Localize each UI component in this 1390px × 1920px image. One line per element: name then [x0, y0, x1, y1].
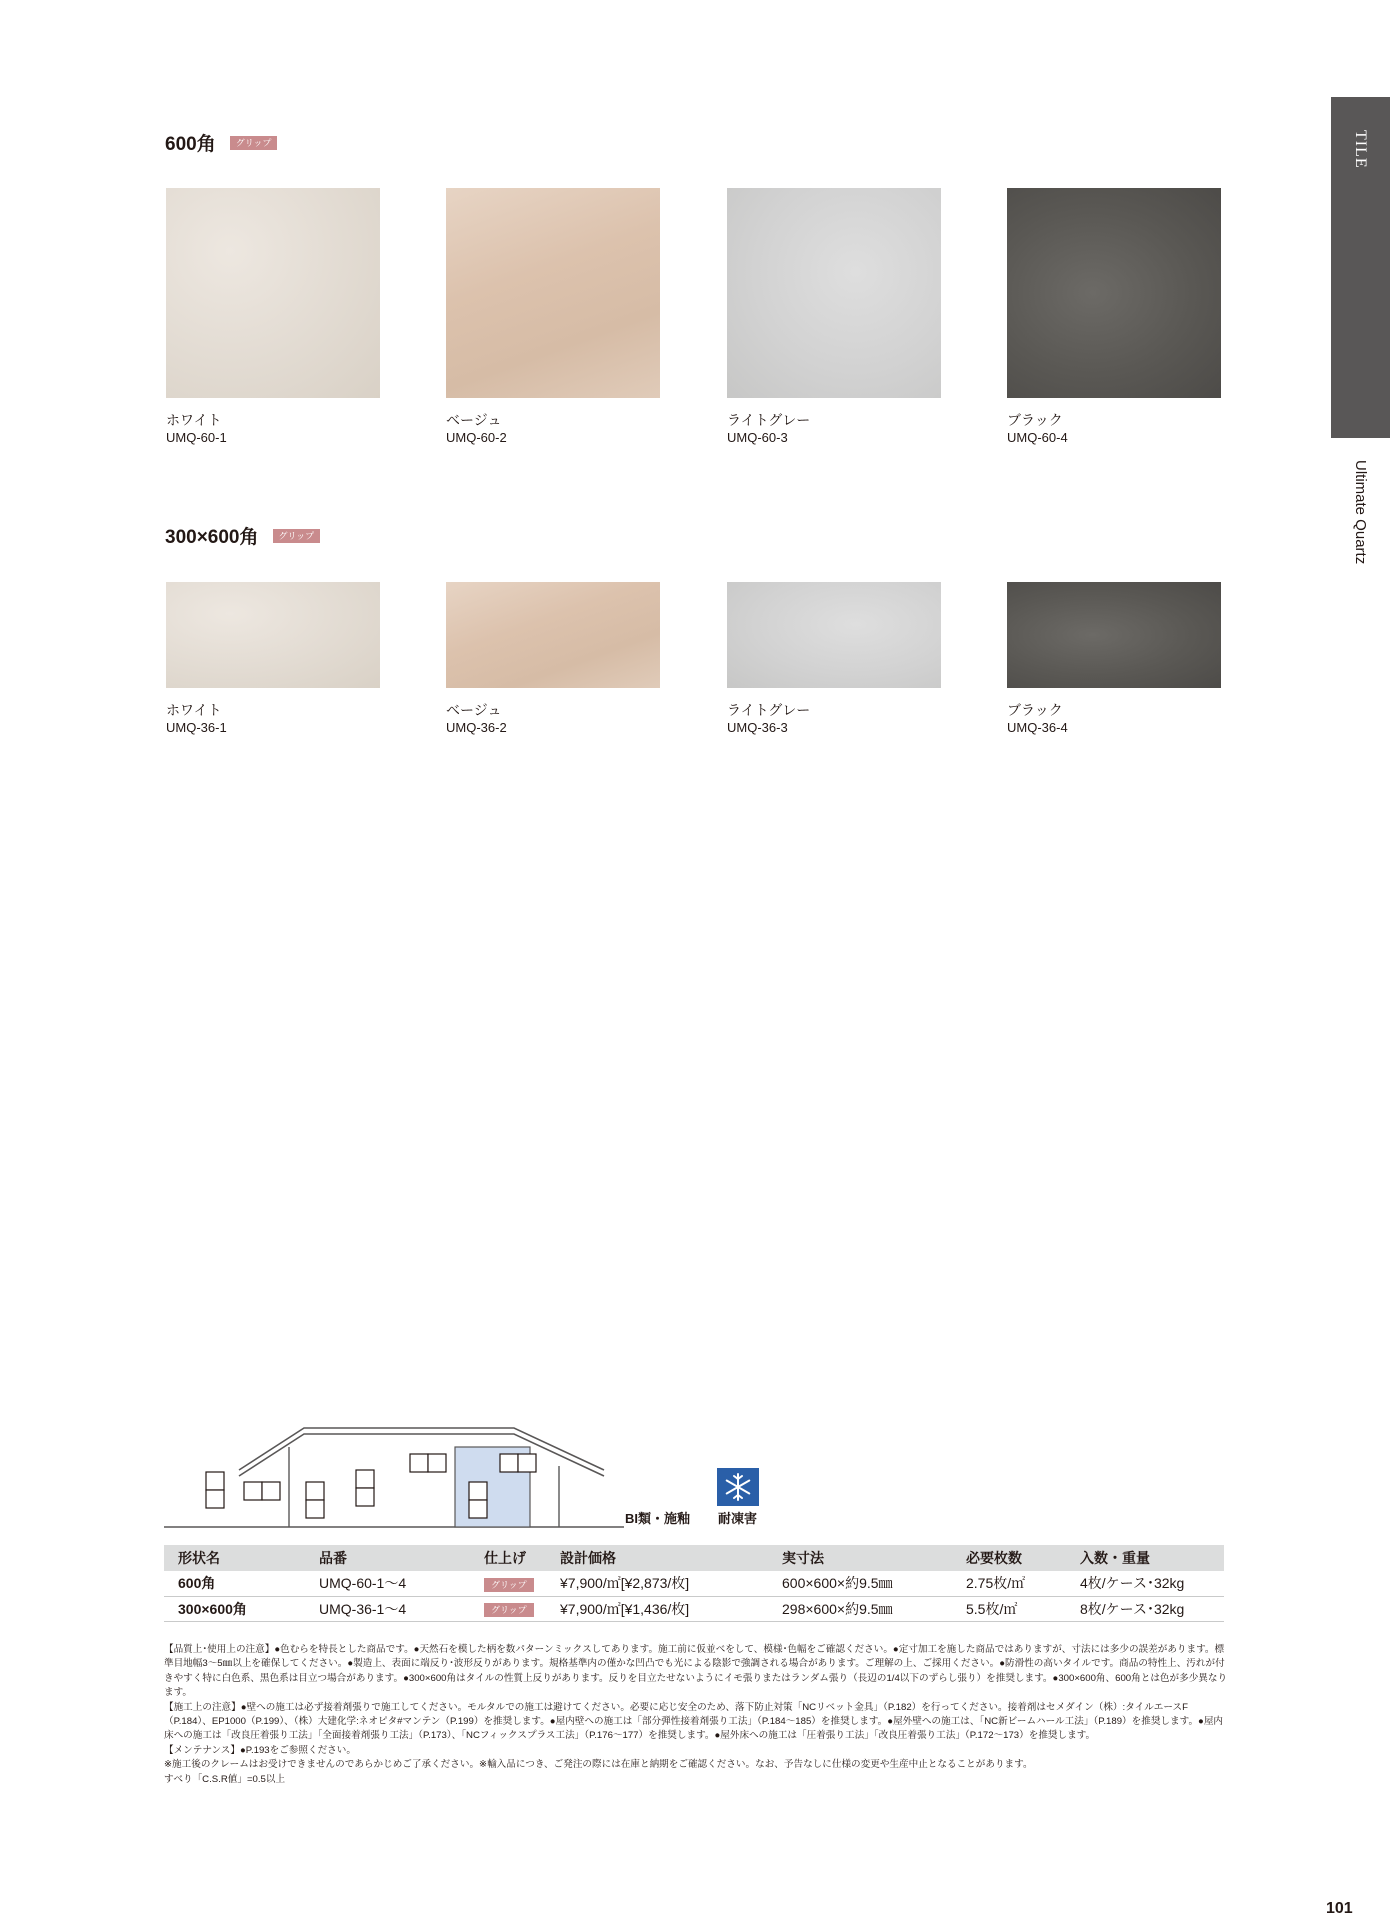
tile-umq-36-4[interactable]: [1007, 582, 1221, 737]
tile-name: ホワイト: [166, 412, 222, 428]
tile-swatch-beige: [446, 188, 660, 398]
usage-area-diagram: [164, 1420, 624, 1528]
tile-swatch-light-gray: [727, 188, 941, 398]
col-header: 実寸法: [768, 1545, 952, 1571]
tile-umq-60-2[interactable]: [446, 188, 660, 447]
tile-umq-36-2[interactable]: [446, 582, 660, 737]
tile-name: ベージュ: [446, 412, 502, 428]
table-row: [164, 1571, 1224, 1596]
tile-umq-36-3[interactable]: [727, 582, 941, 737]
tile-swatch-black: [1007, 188, 1221, 398]
spec-table: [164, 1545, 1224, 1622]
size-cell: 600×600×約9.5㎜: [768, 1571, 952, 1596]
tile-umq-60-4[interactable]: [1007, 188, 1221, 447]
note-maintenance: 【メンテナンス】●P.193をご参照ください。: [164, 1744, 356, 1756]
section-300x600-heading: [165, 522, 320, 549]
grip-badge: グリップ: [273, 529, 321, 543]
col-header: 設計価格: [546, 1545, 768, 1571]
qty-cell: 2.75枚/㎡: [952, 1571, 1066, 1596]
code-cell: UMQ-60-1～4: [305, 1571, 470, 1596]
grip-badge: グリップ: [484, 1603, 534, 1617]
table-row: [164, 1596, 1224, 1621]
tile-umq-60-3[interactable]: [727, 188, 941, 447]
tile-code: UMQ-60-3: [727, 430, 788, 445]
tile-code: UMQ-60-4: [1007, 430, 1068, 445]
section-title: 600角: [165, 134, 216, 155]
tile-name: ブラック: [1007, 702, 1063, 718]
tile-umq-36-1[interactable]: [166, 582, 380, 737]
note-installation: 【施工上の注意】●壁への施工は必ず接着剤張りで施工してください。モルタルでの施工は避けてください。必要に応じ安全のため、落下防止対策「NCリベット金具」（P.182）を行ってください。接着剤はセメダイン（株）:タイルエースF（P.184）、EP1000（P.199）、（株）大建化学:ネオピタ#マンテン（P.199）を推奨します。●屋内壁への施工は「部分弾性接着剤張り工法」（P.184～185）を推奨します。●屋外壁への施工は、「NC新ビームハール工法」（P.189）を推奨します。●屋内床への施工は「改良圧着張り工法」「全面接着剤張り工法」（P.173）、「NCフィックスプラス工法」（P.176～177）を推奨します。●屋外床への施工は「圧着張り工法」「改良圧着張り工法」（P.172～173）を推奨します。: [164, 1701, 1224, 1742]
tile-name: ライトグレー: [727, 412, 811, 428]
pack-cell: 8枚/ケース･32kg: [1066, 1596, 1224, 1621]
tile-code: UMQ-60-2: [446, 430, 507, 445]
note-slip: すべり「C.S.R値」=0.5以上: [164, 1773, 286, 1785]
tile-swatch-white: [166, 188, 380, 398]
tile-name: ブラック: [1007, 412, 1063, 428]
tile-name: ライトグレー: [727, 702, 811, 718]
note-quality: 【品質上･使用上の注意】●色むらを特長とした商品です。●天然石を模した柄を数パターンミックスしてあります。施工前に仮並べをして、模様･色幅をご確認ください。●定寸加工を施した商品ではありますが、寸法には多少の誤差があります。標準目地幅3～5㎜以上を確保してください。●製造上、表面に端反り･波形反りがあります。規格基準内の僅かな凹凸でも光による陰影で強調される場合があります。ご理解の上、ご採用ください。●防滑性の高いタイルです。商品の特性上、汚れが付きやすく特に白色系、黒色系は目立つ場合があります。●300×600角はタイルの性質上反りがあります。反りを目立たせないようにイモ張りまたはランダム張り（長辺の1/4以下のずらし張り）を推奨します。●300×600角、600角とは色が多少異なります。: [164, 1644, 1228, 1699]
tile-code: UMQ-36-2: [446, 720, 507, 735]
finish-cell: [470, 1571, 546, 1596]
col-header: 形状名: [164, 1545, 305, 1571]
tile-code: UMQ-36-1: [166, 720, 227, 735]
col-header: 必要枚数: [952, 1545, 1066, 1571]
tile-code: UMQ-36-4: [1007, 720, 1068, 735]
tile-swatch-black: [1007, 582, 1221, 688]
shape-cell: 600角: [164, 1571, 305, 1596]
pack-cell: 4枚/ケース･32kg: [1066, 1571, 1224, 1596]
tile-swatch-beige: [446, 582, 660, 688]
col-header: 仕上げ: [470, 1545, 546, 1571]
side-tab-label: TILE: [1352, 130, 1369, 169]
tile-name: ホワイト: [166, 702, 222, 718]
col-header: 入数・重量: [1066, 1545, 1224, 1571]
price-cell: ¥7,900/㎡[¥1,436/枚]: [546, 1596, 768, 1621]
grip-badge: グリップ: [484, 1578, 534, 1592]
tile-code: UMQ-36-3: [727, 720, 788, 735]
snowflake-icon: [717, 1468, 759, 1506]
tile-umq-60-1[interactable]: [166, 188, 380, 447]
qty-cell: 5.5枚/㎡: [952, 1596, 1066, 1621]
notes-block: [164, 1643, 1228, 1787]
bi-class-label: BI類・施釉: [625, 1511, 691, 1526]
series-name: Ultimate Quartz: [1352, 460, 1369, 565]
shape-cell: 300×600角: [164, 1596, 305, 1621]
section-600-heading: [165, 129, 277, 156]
page-number: 101: [1326, 1900, 1353, 1917]
table-header-row: [164, 1545, 1224, 1571]
tile-code: UMQ-60-1: [166, 430, 227, 445]
col-header: 品番: [305, 1545, 470, 1571]
finish-cell: [470, 1596, 546, 1621]
price-cell: ¥7,900/㎡[¥2,873/枚]: [546, 1571, 768, 1596]
tile-swatch-white: [166, 582, 380, 688]
grip-badge: グリップ: [230, 136, 278, 150]
tile-name: ベージュ: [446, 702, 502, 718]
code-cell: UMQ-36-1～4: [305, 1596, 470, 1621]
tile-swatch-light-gray: [727, 582, 941, 688]
section-title: 300×600角: [165, 527, 259, 548]
note-disclaimer: ※施工後のクレームはお受けできませんのであらかじめご了承ください。※輸入品につき、ご発注の際には在庫と納期をご確認ください。なお、予告なしに仕様の変更や生産中止となることがあります。: [164, 1759, 1033, 1771]
frost-resistance-label: 耐凍害: [718, 1511, 758, 1526]
size-cell: 298×600×約9.5㎜: [768, 1596, 952, 1621]
